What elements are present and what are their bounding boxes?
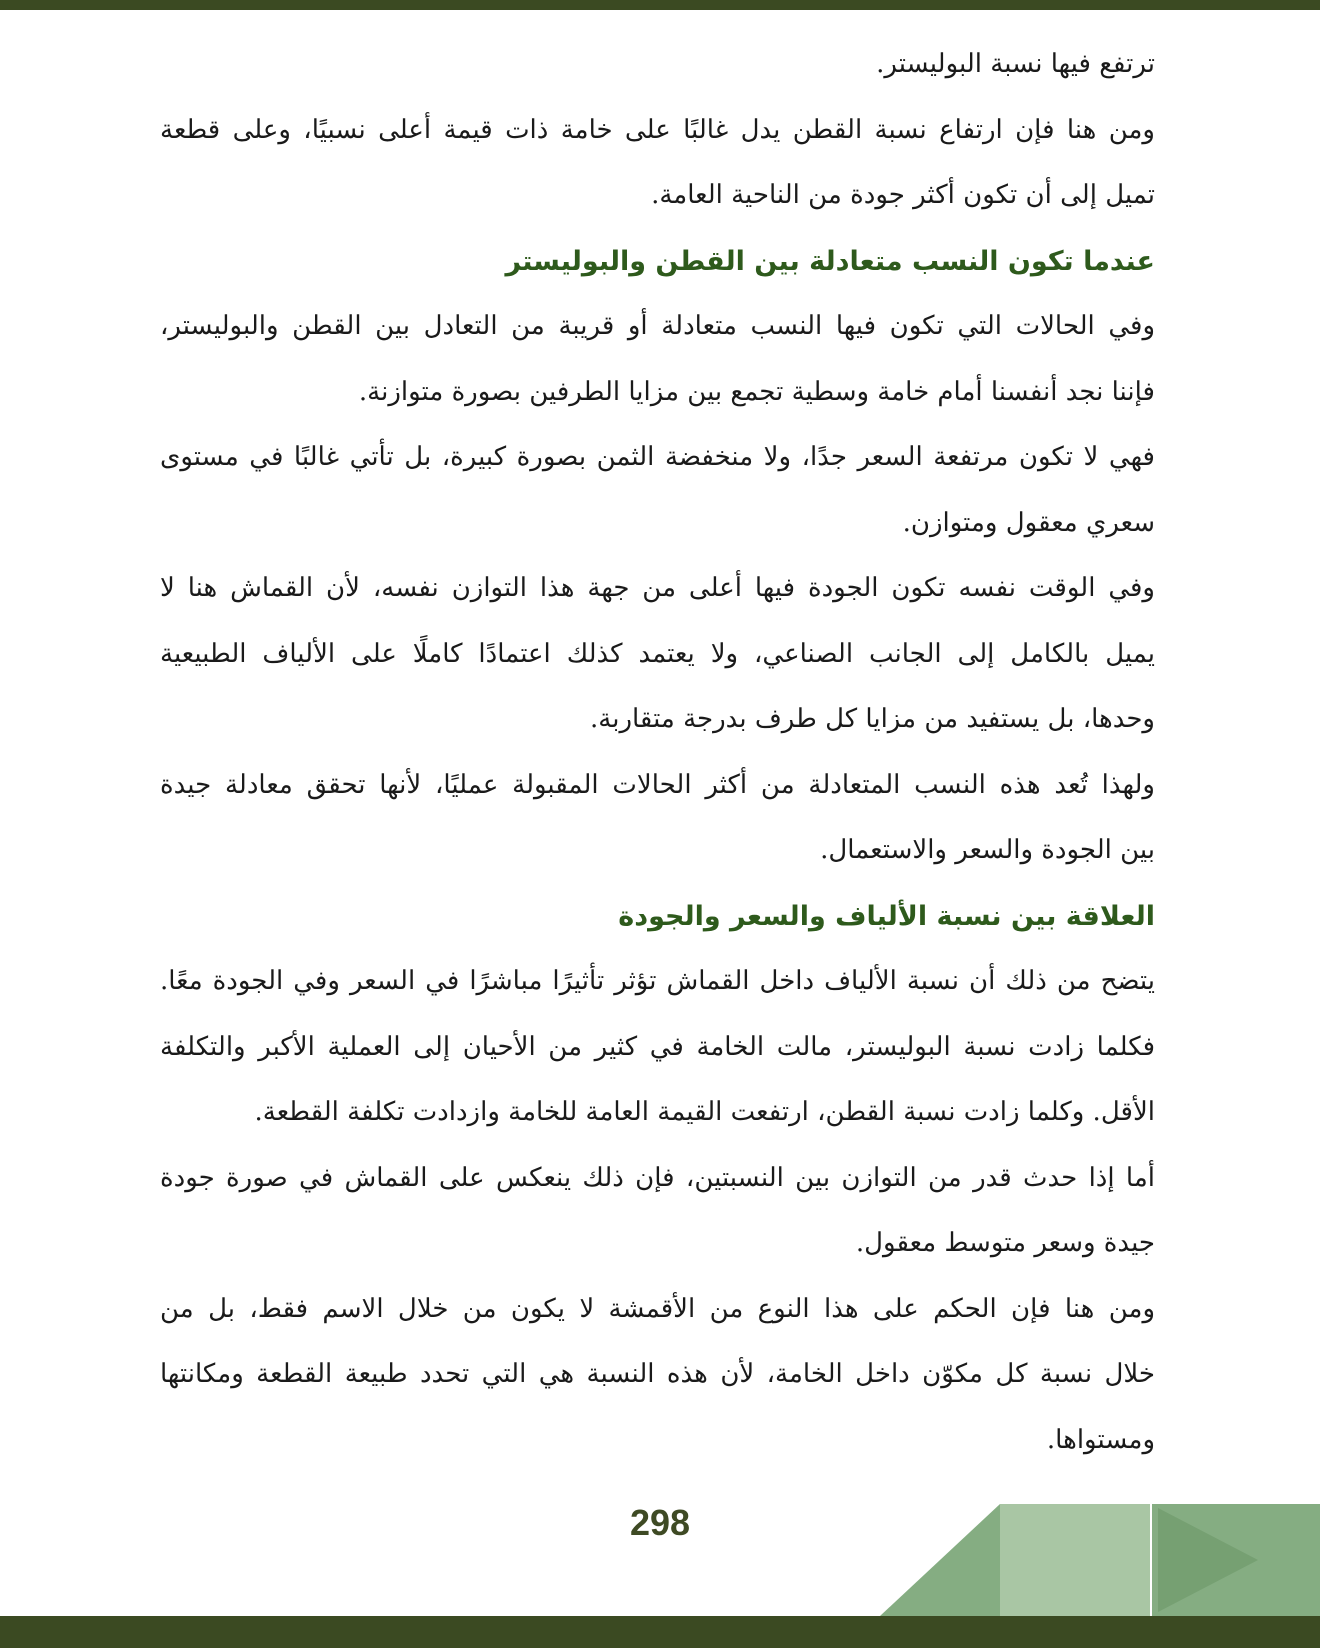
paragraph-line: خلال نسبة كل مكوّن داخل الخامة، لأن هذه النسبة هي التي تحدد طبيعة القطعة ومكانتها <box>160 1359 1155 1389</box>
paragraph-line: يتضح من ذلك أن نسبة الألياف داخل القماش تؤثر تأثيرًا مباشرًا في السعر وفي الجودة معًا. <box>160 966 1155 996</box>
paragraph-line: ولهذا تُعد هذه النسب المتعادلة من أكثر الحالات المقبولة عمليًا، لأنها تحقق معادلة جيدة <box>160 769 1155 800</box>
bottom-frame-bar <box>0 1616 1320 1648</box>
deco-triangle <box>880 1504 1000 1616</box>
section-heading: العلاقة بين نسبة الألياف والسعر والجودة <box>618 900 1155 932</box>
paragraph-line: بين الجودة والسعر والاستعمال. <box>820 835 1155 865</box>
corner-decoration <box>880 1504 1320 1616</box>
paragraph-line: ومن هنا فإن الحكم على هذا النوع من الأقمشة لا يكون من خلال الاسم فقط، بل من <box>160 1293 1155 1324</box>
paragraph-line: وحدها، بل يستفيد من مزايا كل طرف بدرجة متقاربة. <box>590 704 1155 734</box>
paragraph-line: سعري معقول ومتوازن. <box>902 507 1155 538</box>
paragraph-line: جيدة وسعر متوسط معقول. <box>855 1228 1155 1258</box>
paragraph-line: ترتفع فيها نسبة البوليستر. <box>876 49 1155 79</box>
top-frame-bar <box>0 0 1320 10</box>
paragraph-line: الأقل. وكلما زادت نسبة القطن، ارتفعت القيمة العامة للخامة وازدادت تكلفة القطعة. <box>254 1097 1155 1127</box>
paragraph-line: وفي الحالات التي تكون فيها النسب متعادلة أو قريبة من التعادل بين القطن والبوليستر، <box>160 311 1155 341</box>
page-number: 298 <box>629 1502 691 1543</box>
page-body <box>160 32 1155 1473</box>
paragraph-line: فإننا نجد أنفسنا أمام خامة وسطية تجمع بين مزايا الطرفين بصورة متوازنة. <box>358 376 1155 407</box>
paragraph-line: ومن هنا فإن ارتفاع نسبة القطن يدل غالبًا على خامة ذات قيمة أعلى نسبيًا، وعلى قطعة <box>160 114 1155 145</box>
paragraph-line: ومستواها. <box>1046 1424 1155 1455</box>
section-heading: عندما تكون النسب متعادلة بين القطن والبوليستر <box>505 245 1155 277</box>
paragraph-line: أما إذا حدث قدر من التوازن بين النسبتين، فإن ذلك ينعكس على القماش في صورة جودة <box>160 1162 1155 1193</box>
paragraph-line: تميل إلى أن تكون أكثر جودة من الناحية العامة. <box>651 180 1155 210</box>
paragraph-line: يميل بالكامل إلى الجانب الصناعي، ولا يعتمد كذلك اعتمادًا كاملًا على الألياف الطبيعية <box>160 638 1155 669</box>
deco-block-light <box>1000 1504 1150 1616</box>
paragraph-line: فكلما زادت نسبة البوليستر، مالت الخامة في كثير من الأحيان إلى العملية الأكبر والتكلفة <box>160 1031 1155 1062</box>
paragraph-line: فهي لا تكون مرتفعة السعر جدًا، ولا منخفضة الثمن بصورة كبيرة، بل تأتي غالبًا في مستوى <box>160 442 1155 472</box>
paragraph-line: وفي الوقت نفسه تكون الجودة فيها أعلى من جهة هذا التوازن نفسه، لأن القماش هنا لا <box>160 573 1155 603</box>
